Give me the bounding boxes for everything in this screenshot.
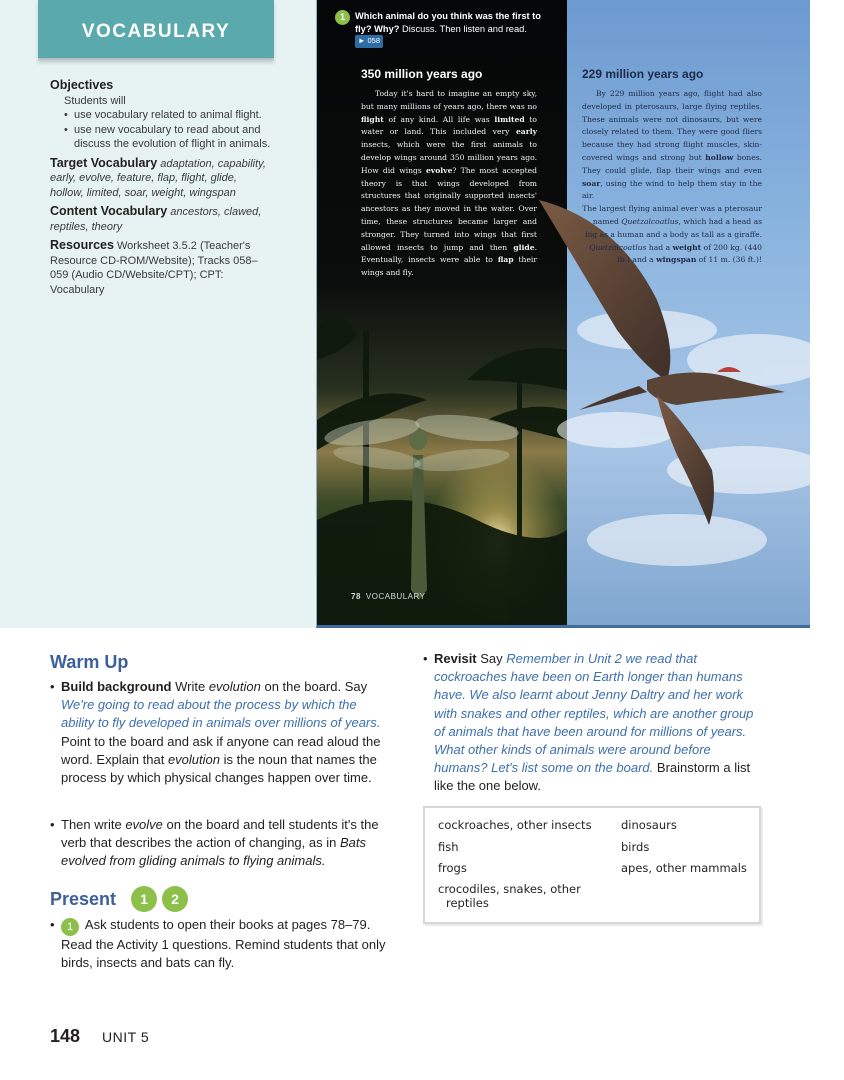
resources-label: Resources xyxy=(50,238,114,252)
objectives-list xyxy=(50,108,272,152)
resources xyxy=(50,238,272,297)
page-footer xyxy=(50,1026,149,1047)
target-vocabulary-words: adaptation, capability, early, evolve, feature, flap, flight, glide, hollow, limited, soar, weight, wingspan xyxy=(50,157,266,199)
right-column-text: By 229 million years ago, flight had also developed in pterosaurs, large flying reptiles. These animals were not dinosaurs, but were closely related to them. They were good fliers because they had strong flight muscles, skin-covered wings and strong but hollow bones. They could glide, flap their wings and even soar, using the wind to help them stay in the air. The largest flying animal ever was a pterosaur named Quetzalcoatlus, which had a head as big as a human and a body as tall as a giraffe. Quetzalcoatlus had a weight of 200 kg. (440 lb.) and a wingspan of 11 m. (36 ft.)! xyxy=(582,89,763,265)
content-vocabulary-words: ancestors, clawed, reptiles, theory xyxy=(50,206,262,233)
present-bullet: • 1 Ask students to open their books at pages 78–79. Read the Activity 1 questions. Remind students that only birds, insects and bats can fly. xyxy=(50,917,386,971)
question-bold: Which animal do you think was the first to fly? Why? xyxy=(355,11,541,34)
target-vocabulary xyxy=(50,156,272,201)
activity-question xyxy=(339,10,555,48)
target-vocabulary-label: Target Vocabulary xyxy=(50,155,158,170)
warm-up-heading: Warm Up xyxy=(50,652,129,672)
present-title: Present xyxy=(50,888,117,909)
brainstorm-item: fish xyxy=(438,840,459,854)
activity-circle-inline: 1 xyxy=(61,918,79,936)
brainstorm-list-box xyxy=(423,806,761,924)
brainstorm-item: crocodiles, snakes, other reptiles xyxy=(438,882,581,910)
brainstorm-item: cockroaches, other insects xyxy=(438,818,592,832)
question-rest: Discuss. Then listen and read. xyxy=(402,23,527,34)
objectives-heading: Objectives xyxy=(50,78,114,92)
book-page-number: 78 xyxy=(351,592,361,601)
resources-text: Worksheet 3.5.2 (Teacher's Resource CD-ROM/Website); Tracks 058–059 (Audio CD/Website/CPT); CPT: Vocabulary xyxy=(50,240,258,296)
revisit-bullet: • Revisit Say Remember in Unit 2 we read that cockroaches have been on Earth longer than humans have. We also learnt about Jenny Daltry and her work with snakes and other reptiles, which are another group of animals that have been around for millions of years. What other kinds of animals were around before humans? Let's list some on the board. Brainstorm a list like the one below. xyxy=(423,651,754,794)
content-vocabulary-label: Content Vocabulary xyxy=(50,204,168,218)
brainstorm-item: apes, other mammals xyxy=(621,861,747,875)
audio-icon[interactable]: ► 058 xyxy=(355,35,383,48)
brainstorm-item: dinosaurs xyxy=(621,818,677,832)
activity-circle-2: 2 xyxy=(162,886,188,912)
objectives-block xyxy=(50,78,272,297)
book-folio xyxy=(351,592,425,601)
present-heading xyxy=(50,886,188,912)
objective-item: • use vocabulary related to animal flight. xyxy=(64,108,272,123)
left-column-text: Today it's hard to imagine an empty sky, but many millions of years ago, there was no flight of any kind. All life was limited to water or land. This included very early insects, which were the first animals to develop wings around 350 million years ago. How did wings evolve? The most accepted theory is that wings developed from structures that originally supported insects' ancestors as they moved in the water. Over time, these structures became larger and stronger. They turned into wings that first allowed insects to jump and then glide. Eventually, insects were able to flap their wings and fly. xyxy=(361,89,537,278)
warm-up-bullet-2: • Then write evolve on the board and tell students it's the verb that describes the action of changing, as in Bats evolved from gliding animals to flying animals. xyxy=(50,817,379,869)
audio-track: 058 xyxy=(367,36,381,45)
activity-number: 1 xyxy=(335,10,350,25)
activity-circle-1: 1 xyxy=(131,886,157,912)
brainstorm-item: frogs xyxy=(438,861,467,875)
objective-item: • use new vocabulary to read about and discuss the evolution of flight in animals. xyxy=(64,123,272,152)
page-number: 148 xyxy=(50,1026,81,1046)
right-column-heading: 229 million years ago xyxy=(582,67,704,81)
left-column-heading: 350 million years ago xyxy=(361,67,483,81)
warm-up-bullet-1: • Build background Write evolution on the board. Say We're going to read about the process by which the ability to fly developed in animals over millions of years. Point to the board and ask if anyone can read aloud the word. Explain that evolution is the noun that names the process by which physical changes happen over time. xyxy=(50,679,381,786)
objectives-intro: Students will xyxy=(64,94,126,107)
brainstorm-item: birds xyxy=(621,840,650,854)
unit-label: UNIT 5 xyxy=(102,1029,150,1045)
section-banner: VOCABULARY xyxy=(38,0,274,58)
content-vocabulary xyxy=(50,204,272,234)
book-folio-label: VOCABULARY xyxy=(365,592,426,601)
student-book-page xyxy=(316,0,810,628)
